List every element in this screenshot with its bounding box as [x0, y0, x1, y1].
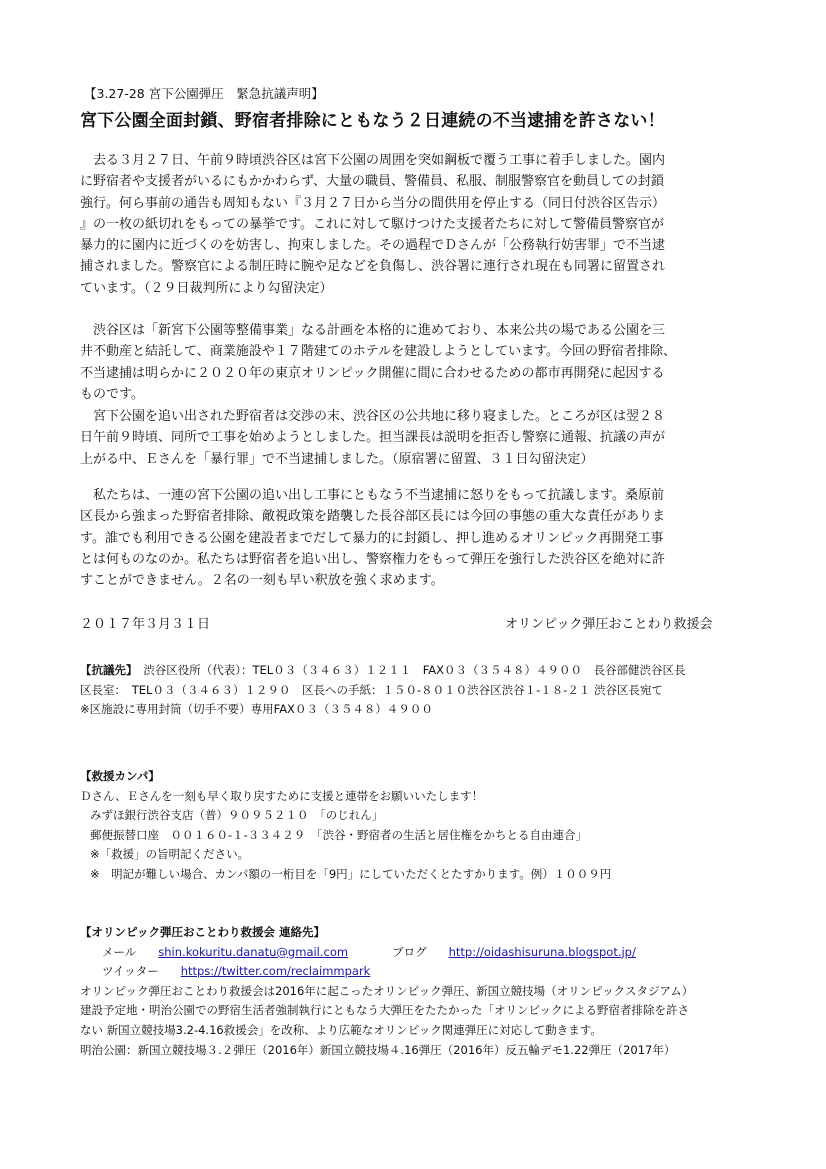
about-line: 明治公園：新国立競技場３.２弾圧（2016年）新国立競技場４.16弾圧（2016年）反五輪デモ1.22弾圧（2017年）: [80, 1042, 676, 1057]
blog-link[interactable]: http://oidashisuruna.blogspot.jp/: [448, 944, 636, 959]
text-line: 宮下公園を追い出された野宿者は交渉の末、渋谷区の公共地に移り寝ました。ところが区は翌２８: [80, 409, 666, 424]
text-line: 強行。何ら事前の通告も周知もない『３月２７日から当分の間供用を停止する（同日付渋谷区告示）: [80, 195, 666, 211]
about-line: 建設予定地・明治公園での野宿生活者強制執行にともなう大弾圧をたたかった「オリンピックによる野宿者排除を許さ: [80, 1003, 690, 1018]
text-line: に野宿者や支援者がいるにもかかわらず、大量の職員、警備員、私服、制服警察官を動員しての封鎖: [80, 174, 664, 190]
donation-postal: 郵便振替口座 ００１６０-１-３３４２９ 「渋谷・野宿者の生活と居住権をかちとる自由連合」: [90, 827, 588, 842]
contact-heading: 【オリンピック弾圧おことわり救援会 連絡先】: [80, 925, 326, 939]
mail-label: メール: [102, 944, 137, 959]
text-line: 区長から強まった野宿者排除、敵視政策を踏襲した長谷部区長には今回の事態の重大な責任がありま: [80, 509, 666, 525]
protest-text: 渋谷区役所（代表）：TEL０３（３４６３）１２１１ FAX０３（３５４８）４９００ 長谷部健渋谷区長: [131, 663, 686, 677]
contact-twitter-row: [80, 962, 693, 982]
protest-line-3: ※区施設に専用封筒（切手不要）専用FAX０３（３５４８）４９００: [80, 702, 433, 717]
text-line: 去る３月２７日、午前９時頃渋谷区は宮下公園の周囲を突如鋼板で覆う工事に着手しました。園内: [80, 153, 666, 168]
blog-label: ブログ: [392, 944, 427, 959]
text-line: 上がる中、Ｅさんを「暴行罪」で不当逮捕しました。（原宿署に留置、３１日勾留決定）: [80, 451, 594, 467]
donation-note-2: ※ 明記が難しい場合、カンパ額の一桁目を「9円」にしていただくとたすかります。例）１００９円: [90, 866, 612, 881]
statement-tag: 【3.27-28 宮下公園弾圧 緊急抗議声明】: [84, 86, 324, 101]
donation-intro: Ｄさん、Ｅさんを一刻も早く取り戻すために支援と連帯をお願いいたします！: [80, 788, 484, 803]
donation-section: [80, 767, 611, 885]
text-line: 捕されました。警察官による制圧時に腕や足などを負傷し、渋谷署に連行され現在も同署に留置され: [80, 259, 666, 275]
protest-line-1: [80, 661, 686, 681]
about-line: ない 新国立競技場3.2-4.16救援会」を改称、より広範なオリンピック関連弾圧に対応して動きます。: [80, 1022, 602, 1037]
text-line: 井不動産と結託して、商業施設や１７階建てのホテルを建設しようとしています。今回の野宿者排除、: [80, 344, 677, 360]
paragraph-4: [80, 485, 750, 591]
paragraph-2: [80, 320, 750, 405]
contact-mail-row: [80, 943, 693, 963]
text-line: とは何ものなのか。私たちは野宿者を追い出し、警察権力をもって弾圧を強行した渋谷区を絶対に許: [80, 551, 666, 567]
twitter-label: ツイッター: [102, 964, 159, 979]
text-line: す。誰でも利用できる公園を建設者までだして暴力的に封鎖し、押し進めるオリンピック再開発工事: [80, 530, 664, 546]
text-line: ものです。: [80, 386, 144, 402]
text-line: 』の一枚の紙切れをもっての暴挙です。これに対して駆けつけた支援者たちに対して警備員警察官が: [80, 216, 664, 232]
statement-organization: オリンピック弾圧おことわり救援会: [505, 617, 713, 632]
statement-headline: 宮下公園全面封鎖、野宿者排除にともなう２日連続の不当逮捕を許さない！: [80, 111, 665, 131]
twitter-link[interactable]: https://twitter.com/reclaimmpark: [180, 964, 371, 979]
mail-link[interactable]: shin.kokuritu.danatu@gmail.com: [158, 944, 349, 959]
text-line: 不当逮捕は明らかに２０２０年の東京オリンピック開催に間に合わせるための都市再開発に起因する: [80, 365, 665, 381]
protest-line-2: 区長室： TEL０３（３４６３）１２９０ 区長への手紙：１５０-８０１０渋谷区渋谷１-１８-２１ 渋谷区長宛て: [80, 682, 664, 697]
text-line: ています。（２９日裁判所により勾留決定）: [80, 280, 333, 296]
statement-date: ２０１７年３月３１日: [80, 617, 211, 632]
text-line: すことができません。２名の一刻も早い釈放を強く求めます。: [80, 573, 444, 589]
about-line: オリンピック弾圧おことわり救援会は2016年に起こったオリンピック弾圧、新国立競技場（オリンピックスタジアム）: [80, 983, 694, 998]
text-line: 暴力的に園内に近づくのを妨害し、拘束しました。その過程でＤさんが「公務執行妨害罪」で不当逮: [80, 238, 666, 254]
donation-note-1: ※「救援」の旨明記ください。: [90, 847, 250, 862]
protest-label: 【抗議先】: [80, 663, 132, 677]
donation-bank: みずほ銀行渋谷支店（普）９０９５２１０ 「のじれん」: [90, 808, 384, 823]
paragraph-3: [80, 406, 750, 470]
text-line: 私たちは、一連の宮下公園の追い出し工事にともなう不当逮捕に怒りをもって抗議します。桑原前: [80, 488, 664, 503]
text-line: 日午前９時頃、同所で工事を始めようとしました。担当課長は説明を拒否し警察に通報、抗議の声が: [80, 430, 666, 446]
contact-section: [80, 923, 693, 1060]
text-line: 渋谷区は「新宮下公園等整備事業」なる計画を本格的に進めており、本来公共の場である公園を三: [80, 323, 666, 338]
paragraph-1: [80, 150, 750, 299]
protest-section: [80, 661, 686, 720]
donation-heading: 【救援カンパ】: [80, 769, 160, 783]
